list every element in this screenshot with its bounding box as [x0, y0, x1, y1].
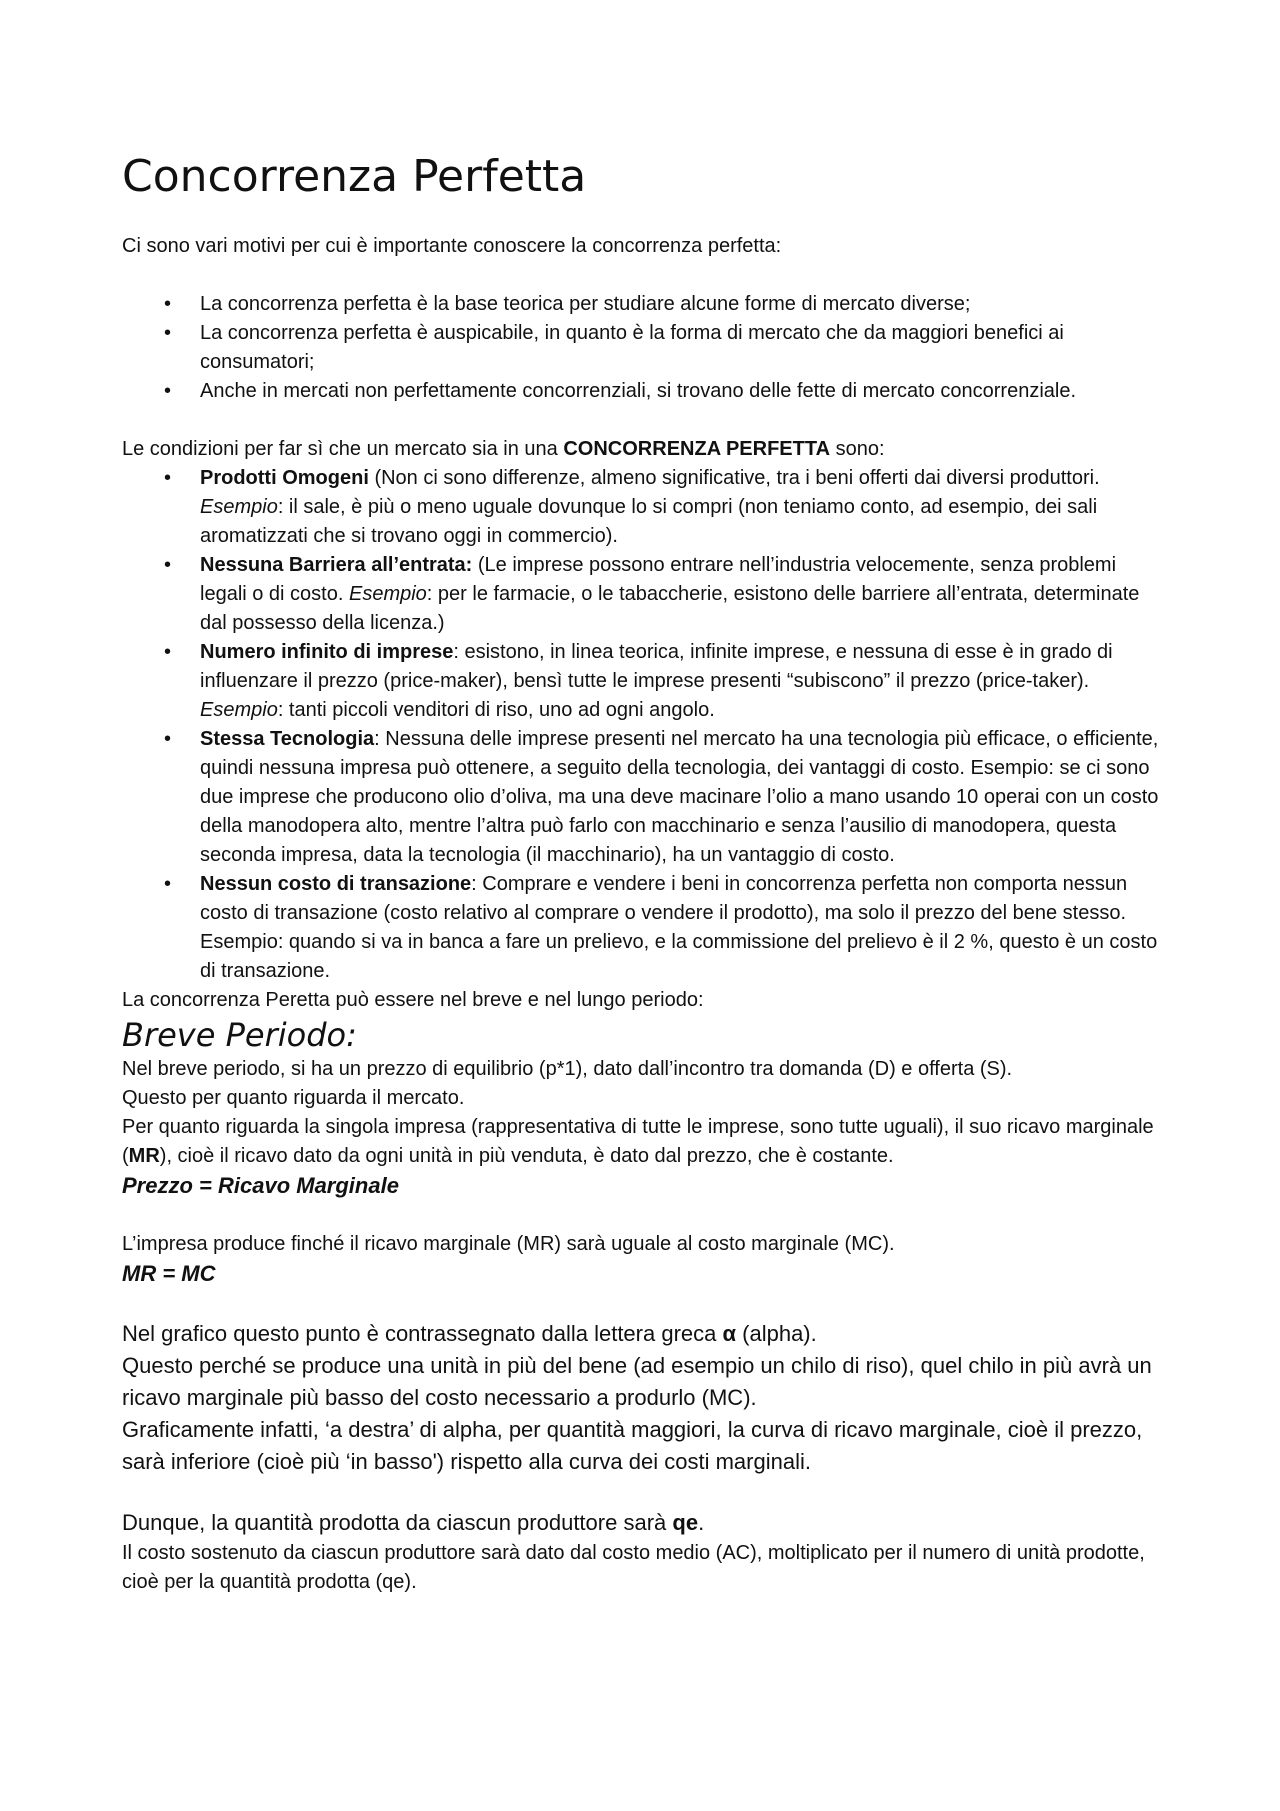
example-label: Esempio: [348, 583, 427, 605]
reasons-list: [122, 290, 1162, 406]
emphasis-text: CONCORRENZA PERFETTA: [563, 438, 831, 460]
formula-mr-mc: MR = MC: [122, 1261, 216, 1286]
conditions-intro: Le condizioni per far sì che un mercato sia in una CONCORRENZA PERFETTA sono:: [122, 438, 885, 460]
condition-term: Prodotti Omogeni: [200, 467, 369, 489]
periods-line: La concorrenza Peretta può essere nel breve e nel lungo periodo:: [122, 989, 704, 1011]
list-item: • La concorrenza perfetta è la base teorica per studiare alcune forme di mercato diverse;: [122, 290, 1162, 319]
paragraph: Nel breve periodo, si ha un prezzo di equilibrio (p*1), dato dall’incontro tra domanda (D) e offerta (S).: [122, 1058, 1013, 1080]
intro-paragraph: Ci sono vari motivi per cui è importante conoscere la concorrenza perfetta:: [122, 235, 782, 257]
paragraph: Questo per quanto riguarda il mercato.: [122, 1087, 465, 1109]
section-heading-short-run: Breve Periodo:: [122, 1016, 357, 1054]
example-label: Esempio: [200, 496, 278, 518]
condition-term: Nessun costo di transazione: [200, 873, 472, 895]
paragraph: L’impresa produce finché il ricavo marginale (MR) sarà uguale al costo marginale (MC).: [122, 1233, 895, 1255]
paragraph: Dunque, la quantità prodotta da ciascun produttore sarà qe.: [122, 1510, 705, 1535]
formula-price-marginal-revenue: Prezzo = Ricavo Marginale: [122, 1173, 399, 1198]
paragraph: Nel grafico questo punto è contrassegnato dalla lettera greca α (alpha).: [122, 1321, 817, 1346]
paragraph: Questo perché se produce una unità in più del bene (ad esempio un chilo di riso), quel chilo in più avrà un ricavo marginale più basso del costo necessario a produrlo (MC).: [122, 1353, 1152, 1410]
condition-term: Numero infinito di imprese: [200, 641, 454, 663]
list-item: • La concorrenza perfetta è auspicabile, in quanto è la forma di mercato che da maggiori benefici ai consumatori;: [122, 319, 1162, 377]
page-title: Concorrenza Perfetta: [122, 151, 587, 202]
paragraph: Il costo sostenuto da ciascun produttore sarà dato dal costo medio (AC), moltiplicato per il numero di unità prodotte, cioè per la quantità prodotta (qe).: [122, 1542, 1145, 1593]
list-item: • Anche in mercati non perfettamente concorrenziali, si trovano delle fette di mercato concorrenziale.: [122, 377, 1162, 406]
list-item: • Nessun costo di transazione: Comprare e vendere i beni in concorrenza perfetta non comporta nessun costo di transazione (costo relativo al comprare o vendere il prodotto), ma solo il prezzo del bene stesso. Esempio: quando si va in banca a fare un prelievo, e la commissione del prelievo è il 2 %, questo è un costo di transazione.: [122, 870, 1162, 986]
list-item: • Stessa Tecnologia: Nessuna delle imprese presenti nel mercato ha una tecnologia più efficace, o efficiente, quindi nessuna impresa può ottenere, a seguito della tecnologia, dei vantaggi di costo. Esempio: se ci sono due imprese che producono olio d’oliva, ma una deve macinare l’olio a mano usando 10 operai con un costo della manodopera alto, mentre l’altra può farlo con macchinario e senza l’ausilio di manodopera, questa seconda impresa, data la tecnologia (il macchinario), ha un vantaggio di costo.: [122, 725, 1162, 870]
paragraph: Graficamente infatti, ‘a destra’ di alpha, per quantità maggiori, la curva di ricavo marginale, cioè il prezzo, sarà inferiore (cioè più ‘in basso') rispetto alla curva dei costi marginali.: [122, 1417, 1143, 1474]
paragraph: Per quanto riguarda la singola impresa (rappresentativa di tutte le imprese, sono tutte uguali), il suo ricavo marginale (MR), cioè il ricavo dato da ogni unità in più venduta, è dato dal prezzo, che è costante.: [122, 1116, 1154, 1167]
list-item: • Prodotti Omogeni (Non ci sono differenze, almeno significative, tra i beni offerti dai diversi produttori. Esempio: il sale, è più o meno uguale dovunque lo si compri (non teniamo conto, ad esempio, dei sali aromatizzati che si trovano oggi in commercio).: [122, 464, 1162, 551]
emphasis-text: qe: [672, 1510, 699, 1535]
condition-term: Nessuna Barriera all’entrata:: [200, 554, 473, 576]
conditions-list: [122, 464, 1162, 986]
condition-term: Stessa Tecnologia: [200, 728, 375, 750]
emphasis-text: MR: [128, 1145, 160, 1167]
document-body: [122, 146, 1162, 1597]
alpha-symbol: α: [722, 1321, 737, 1346]
example-label: Esempio: [200, 699, 278, 721]
list-item: • Numero infinito di imprese: esistono, in linea teorica, infinite imprese, e nessuna di esse è in grado di influenzare il prezzo (price-maker), bensì tutte le imprese presenti “subiscono” il prezzo (price-taker). Esempio: tanti piccoli venditori di riso, uno ad ogni angolo.: [122, 638, 1162, 725]
list-item: • Nessuna Barriera all’entrata: (Le imprese possono entrare nell’industria velocemente, senza problemi legali o di costo. Esempio: per le farmacie, o le tabaccherie, esistono delle barriere all’entrata, determinate dal possesso della licenza.): [122, 551, 1162, 638]
